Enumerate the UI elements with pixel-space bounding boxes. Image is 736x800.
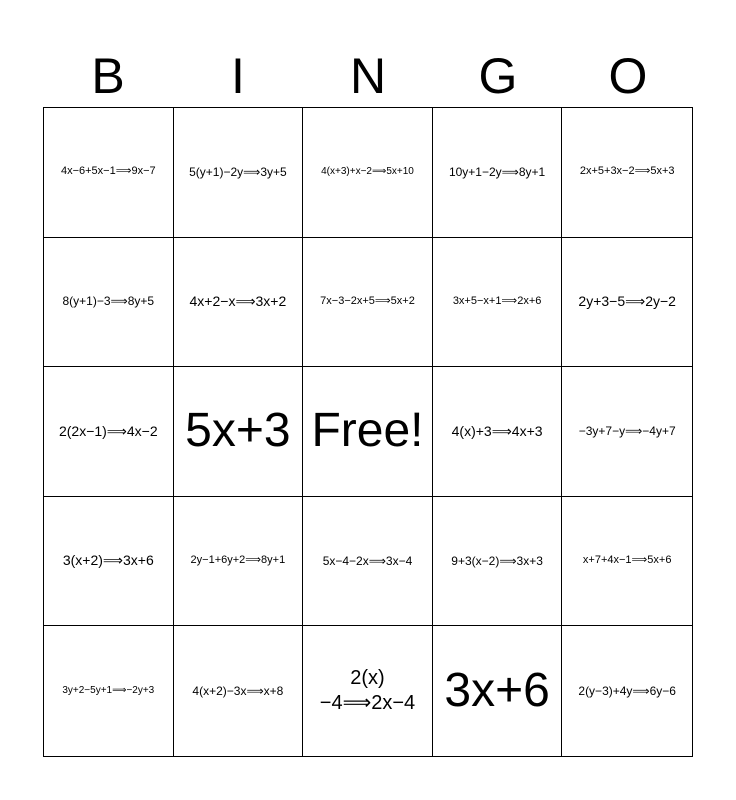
bingo-header [43,45,693,107]
bingo-cell[interactable]: 10y+1−2y⟹8y+1 [433,108,563,238]
bingo-cell[interactable]: 8(y+1)−3⟹8y+5 [44,238,174,368]
bingo-cell[interactable]: 2y+3−5⟹2y−2 [562,238,692,368]
bingo-cell[interactable]: 3x+6 [433,626,563,756]
bingo-cell[interactable]: 9+3(x−2)⟹3x+3 [433,497,563,627]
header-letter-b: B [91,48,125,104]
bingo-cell[interactable]: 4(x)+3⟹4x+3 [433,367,563,497]
bingo-cell[interactable]: 5(y+1)−2y⟹3y+5 [174,108,304,238]
bingo-cell[interactable]: 3y+2−5y+1⟹−2y+3 [44,626,174,756]
bingo-cell[interactable]: 3(x+2)⟹3x+6 [44,497,174,627]
bingo-cell[interactable]: −3y+7−y⟹−4y+7 [562,367,692,497]
bingo-cell[interactable]: 2y−1+6y+2⟹8y+1 [174,497,304,627]
bingo-cell[interactable]: 5x+3 [174,367,304,497]
bingo-cell[interactable]: 4x−6+5x−1⟹9x−7 [44,108,174,238]
bingo-cell[interactable]: x+7+4x−1⟹5x+6 [562,497,692,627]
bingo-cell[interactable]: 5x−4−2x⟹3x−4 [303,497,433,627]
header-letter-n: N [349,48,387,104]
header-letter-g: G [478,48,518,104]
bingo-cell[interactable]: 3x+5−x+1⟹2x+6 [433,238,563,368]
header-letter-i: I [231,48,245,104]
bingo-cell[interactable]: 4x+2−x⟹3x+2 [174,238,304,368]
header-letter-o: O [608,48,648,104]
bingo-cell[interactable]: 4(x+3)+x−2⟹5x+10 [303,108,433,238]
bingo-cell[interactable]: 2(x) −4⟹2x−4 [303,626,433,756]
bingo-cell[interactable]: 2(2x−1)⟹4x−2 [44,367,174,497]
free-space-cell[interactable]: Free! [303,367,433,497]
bingo-cell[interactable]: 2(y−3)+4y⟹6y−6 [578,683,676,698]
bingo-cell[interactable]: 2x+5+3x−2⟹5x+3 [562,108,692,238]
bingo-cell[interactable]: 7x−3−2x+5⟹5x+2 [303,238,433,368]
bingo-cell[interactable]: 4(x+2)−3x⟹x+8 [174,626,304,756]
bingo-card [43,107,693,757]
